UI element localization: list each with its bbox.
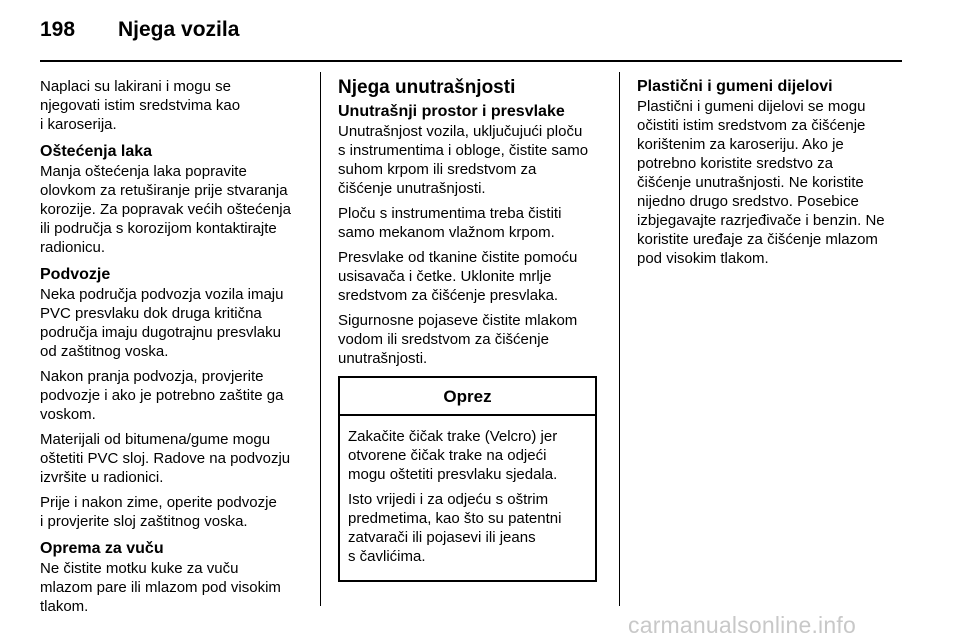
page-number: 198 (40, 18, 76, 41)
heading-plastic-rubber-parts: Plastični i gumeni dijelovi (637, 78, 833, 95)
column-left (40, 77, 308, 622)
underbody-paragraph-2: Nakon pranja podvozja, provjerite podvozje i ako je potrebno zaštite ga voskom. (40, 368, 284, 423)
caution-paragraph-1: Zakačite čičak trake (Velcro) jer otvorene čičak trake na odjeći mogu oštetiti presvlaku sjedala. (348, 428, 558, 483)
caution-paragraph-2: Isto vrijedi i za odjeću s oštrim predmetima, kao što su patentni zatvarači ili pojasevi ili jeans s čavlićima. (348, 491, 562, 565)
column-middle (338, 77, 603, 582)
heading-interior-upholstery: Unutrašnji prostor i presvlake (338, 103, 565, 120)
heading-towing-equipment: Oprema za vuču (40, 540, 164, 557)
chapter-title: Njega vozila (118, 18, 240, 41)
section-title-interior-care: Njega unutrašnjosti (338, 77, 516, 98)
intro-paragraph: Naplaci su lakirani i mogu se njegovati istim sredstvima kao i karoserija. (40, 78, 241, 133)
caution-box (338, 376, 597, 582)
caution-title: Oprez (340, 378, 595, 416)
column-right (637, 77, 903, 274)
plastic-rubber-paragraph: Plastični i gumeni dijelovi se mogu očistiti istim sredstvom za čišćenje korištenim za karoseriju. Ako je potrebno koristite sredstvo za čišćenje unutrašnjosti. Ne koristite nijedno drugo sredstvo. Posebice izbjegavajte razrjeđivače i benzin. Ne koristite uređaje za čišćenje mlazom pod visokim tlakom. (637, 98, 885, 267)
interior-paragraph-3: Presvlake od tkanine čistite pomoću usisavača i četke. Uklonite mrlje sredstvom za čišćenje presvlaka. (338, 249, 578, 304)
paint-damage-paragraph: Manja oštećenja laka popravite olovkom za retuširanje prije stvaranja korozije. Za popravak većih oštećenja ili područja s korozijom kontaktirajte radionicu. (40, 163, 291, 256)
heading-underbody: Podvozje (40, 266, 111, 283)
underbody-paragraph-3: Materijali od bitumena/gume mogu oštetiti PVC sloj. Radove na podvozju izvršite u radionici. (40, 431, 291, 486)
column-divider-2 (619, 72, 620, 606)
caution-body (340, 416, 595, 580)
watermark: carmanualsonline.info (628, 612, 856, 638)
underbody-paragraph-1: Neka područja podvozja vozila imaju PVC presvlaku dok druga kritična područja imaju dugotrajnu presvlaku od zaštitnog voska. (40, 286, 284, 360)
header-rule (40, 60, 902, 62)
towing-paragraph: Ne čistite motku kuke za vuču mlazom pare ili mlazom pod visokim tlakom. (40, 560, 281, 615)
interior-paragraph-2: Ploču s instrumentima treba čistiti samo mekanom vlažnom krpom. (338, 205, 562, 241)
column-divider-1 (320, 72, 321, 606)
interior-paragraph-4: Sigurnosne pojaseve čistite mlakom vodom ili sredstvom za čišćenje unutrašnjosti. (338, 312, 578, 367)
heading-paint-damage: Oštećenja laka (40, 143, 153, 160)
underbody-paragraph-4: Prije i nakon zime, operite podvozje i provjerite sloj zaštitnog voska. (40, 494, 277, 530)
interior-paragraph-1: Unutrašnjost vozila, uključujući ploču s instrumentima i obloge, čistite samo suhom krpom ili sredstvom za čišćenje unutrašnjosti. (338, 123, 589, 197)
